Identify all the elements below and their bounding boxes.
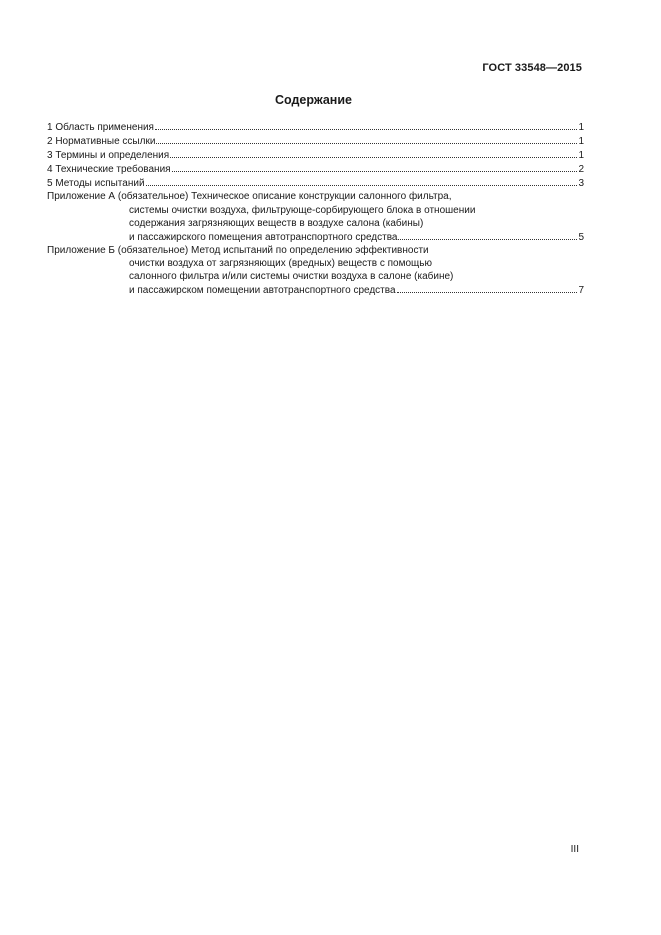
toc-entry-text: Приложение Б (обязательное) Метод испытаний по определению эффективности (47, 244, 429, 256)
toc-entry-page: 1 (578, 122, 584, 133)
toc-entry-text: системы очистки воздуха, фильтрующе-сорбирующего блока в отношении (129, 204, 476, 216)
toc-entry-line (47, 270, 584, 283)
toc-entry-page: 7 (578, 285, 584, 297)
toc-entry-line (47, 257, 584, 270)
toc-entry-page: 2 (578, 164, 584, 176)
toc-leader-dots (172, 162, 578, 172)
toc-entry-page: 1 (578, 136, 584, 148)
toc-entry-line (47, 176, 584, 190)
toc-leader-dots (170, 148, 577, 158)
toc-leader-dots (155, 120, 577, 130)
page-number: III (570, 844, 579, 855)
toc-entry-line (47, 230, 584, 244)
toc-entry-page: 1 (578, 150, 584, 162)
toc-leader-dots (156, 134, 577, 144)
toc-entry-line (47, 190, 584, 203)
toc-entry-text: 3 Термины и определения (47, 150, 170, 162)
table-of-contents (47, 120, 584, 297)
toc-entry-line (47, 162, 584, 176)
toc-entry-text: 1 Область применения (47, 122, 154, 133)
toc-entry-text: 4 Технические требования (47, 164, 171, 176)
toc-leader-dots (397, 283, 578, 293)
toc-entry-line (47, 244, 584, 257)
toc-entry-page: 5 (578, 231, 584, 243)
toc-entry[interactable] (47, 162, 584, 176)
toc-entry-line (47, 283, 584, 297)
document-code: ГОСТ 33548—2015 (482, 62, 582, 74)
toc-entry-line (47, 120, 584, 134)
toc-entry-text: очистки воздуха от загрязняющих (вредных) веществ с помощью (129, 257, 432, 269)
toc-entry-line (47, 148, 584, 162)
toc-entry-line (47, 204, 584, 217)
toc-entry-text: содержания загрязняющих веществ в воздухе салона (кабины) (129, 217, 424, 229)
toc-entry[interactable] (47, 190, 584, 243)
toc-entry-line (47, 134, 584, 148)
toc-entry[interactable] (47, 244, 584, 297)
toc-entry-text: 5 Методы испытаний (47, 178, 145, 190)
toc-entry[interactable] (47, 134, 584, 148)
toc-entry-text: и пассажирского помещения автотранспортного средства (129, 231, 398, 243)
toc-entry-text: салонного фильтра и/или системы очистки воздуха в салоне (кабине) (129, 271, 454, 283)
toc-entry-text: и пассажирском помещении автотранспортного средства (129, 285, 396, 297)
toc-entry-text: Приложение А (обязательное) Техническое описание конструкции салонного фильтра, (47, 191, 452, 203)
toc-title: Содержание (274, 93, 352, 107)
toc-entry[interactable] (47, 148, 584, 162)
toc-entry-line (47, 217, 584, 230)
toc-entry[interactable] (47, 176, 584, 190)
toc-entry-page: 3 (578, 178, 584, 190)
toc-leader-dots (146, 176, 578, 186)
toc-entry[interactable] (47, 120, 584, 134)
toc-leader-dots (398, 230, 577, 240)
toc-entry-text: 2 Нормативные ссылки (47, 136, 156, 148)
